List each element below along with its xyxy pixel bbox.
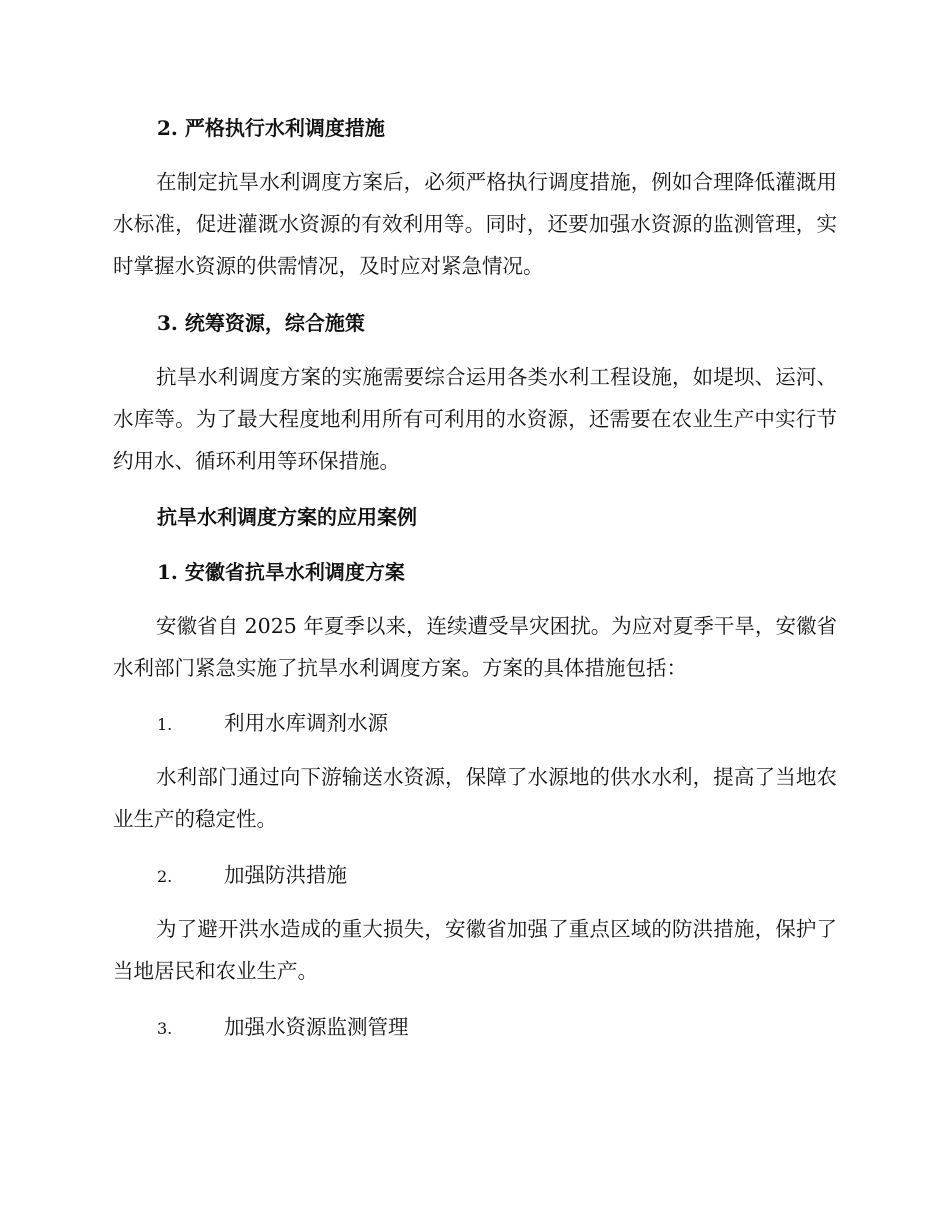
list-number: 2. (157, 867, 173, 886)
list-item (157, 861, 347, 891)
list-item (157, 709, 388, 739)
section-heading: 3. 统筹资源，综合施策 (157, 311, 365, 335)
list-text: 加强防洪措施 (224, 863, 347, 887)
body-paragraph: 为了避开洪水造成的重大损失，安徽省加强了重点区域的防洪措施，保护了当地居民和农业生产。 (113, 917, 837, 983)
list-item (157, 1013, 409, 1043)
section-heading: 1. 安徽省抗旱水利调度方案 (157, 560, 405, 584)
body-paragraph: 安徽省自 2025 年夏季以来，连续遭受旱灾困扰。为应对夏季干旱，安徽省水利部门紧急实施了抗旱水利调度方案。方案的具体措施包括： (113, 614, 837, 680)
body-paragraph: 抗旱水利调度方案的实施需要综合运用各类水利工程设施，如堤坝、运河、水库等。为了最大程度地利用所有可利用的水资源，还需要在农业生产中实行节约用水、循环利用等环保措施。 (113, 365, 837, 473)
body-paragraph: 在制定抗旱水利调度方案后，必须严格执行调度措施，例如合理降低灌溉用水标准，促进灌溉水资源的有效利用等。同时，还要加强水资源的监测管理，实时掌握水资源的供需情况，及时应对紧急情况。 (113, 170, 837, 278)
list-number: 1. (157, 715, 173, 734)
section-heading: 2. 严格执行水利调度措施 (157, 116, 385, 140)
section-heading: 抗旱水利调度方案的应用案例 (157, 505, 417, 529)
list-text: 利用水库调剂水源 (224, 711, 388, 735)
list-text: 加强水资源监测管理 (224, 1015, 409, 1039)
list-number: 3. (157, 1019, 173, 1038)
body-paragraph: 水利部门通过向下游输送水资源，保障了水源地的供水水利，提高了当地农业生产的稳定性。 (113, 765, 837, 831)
